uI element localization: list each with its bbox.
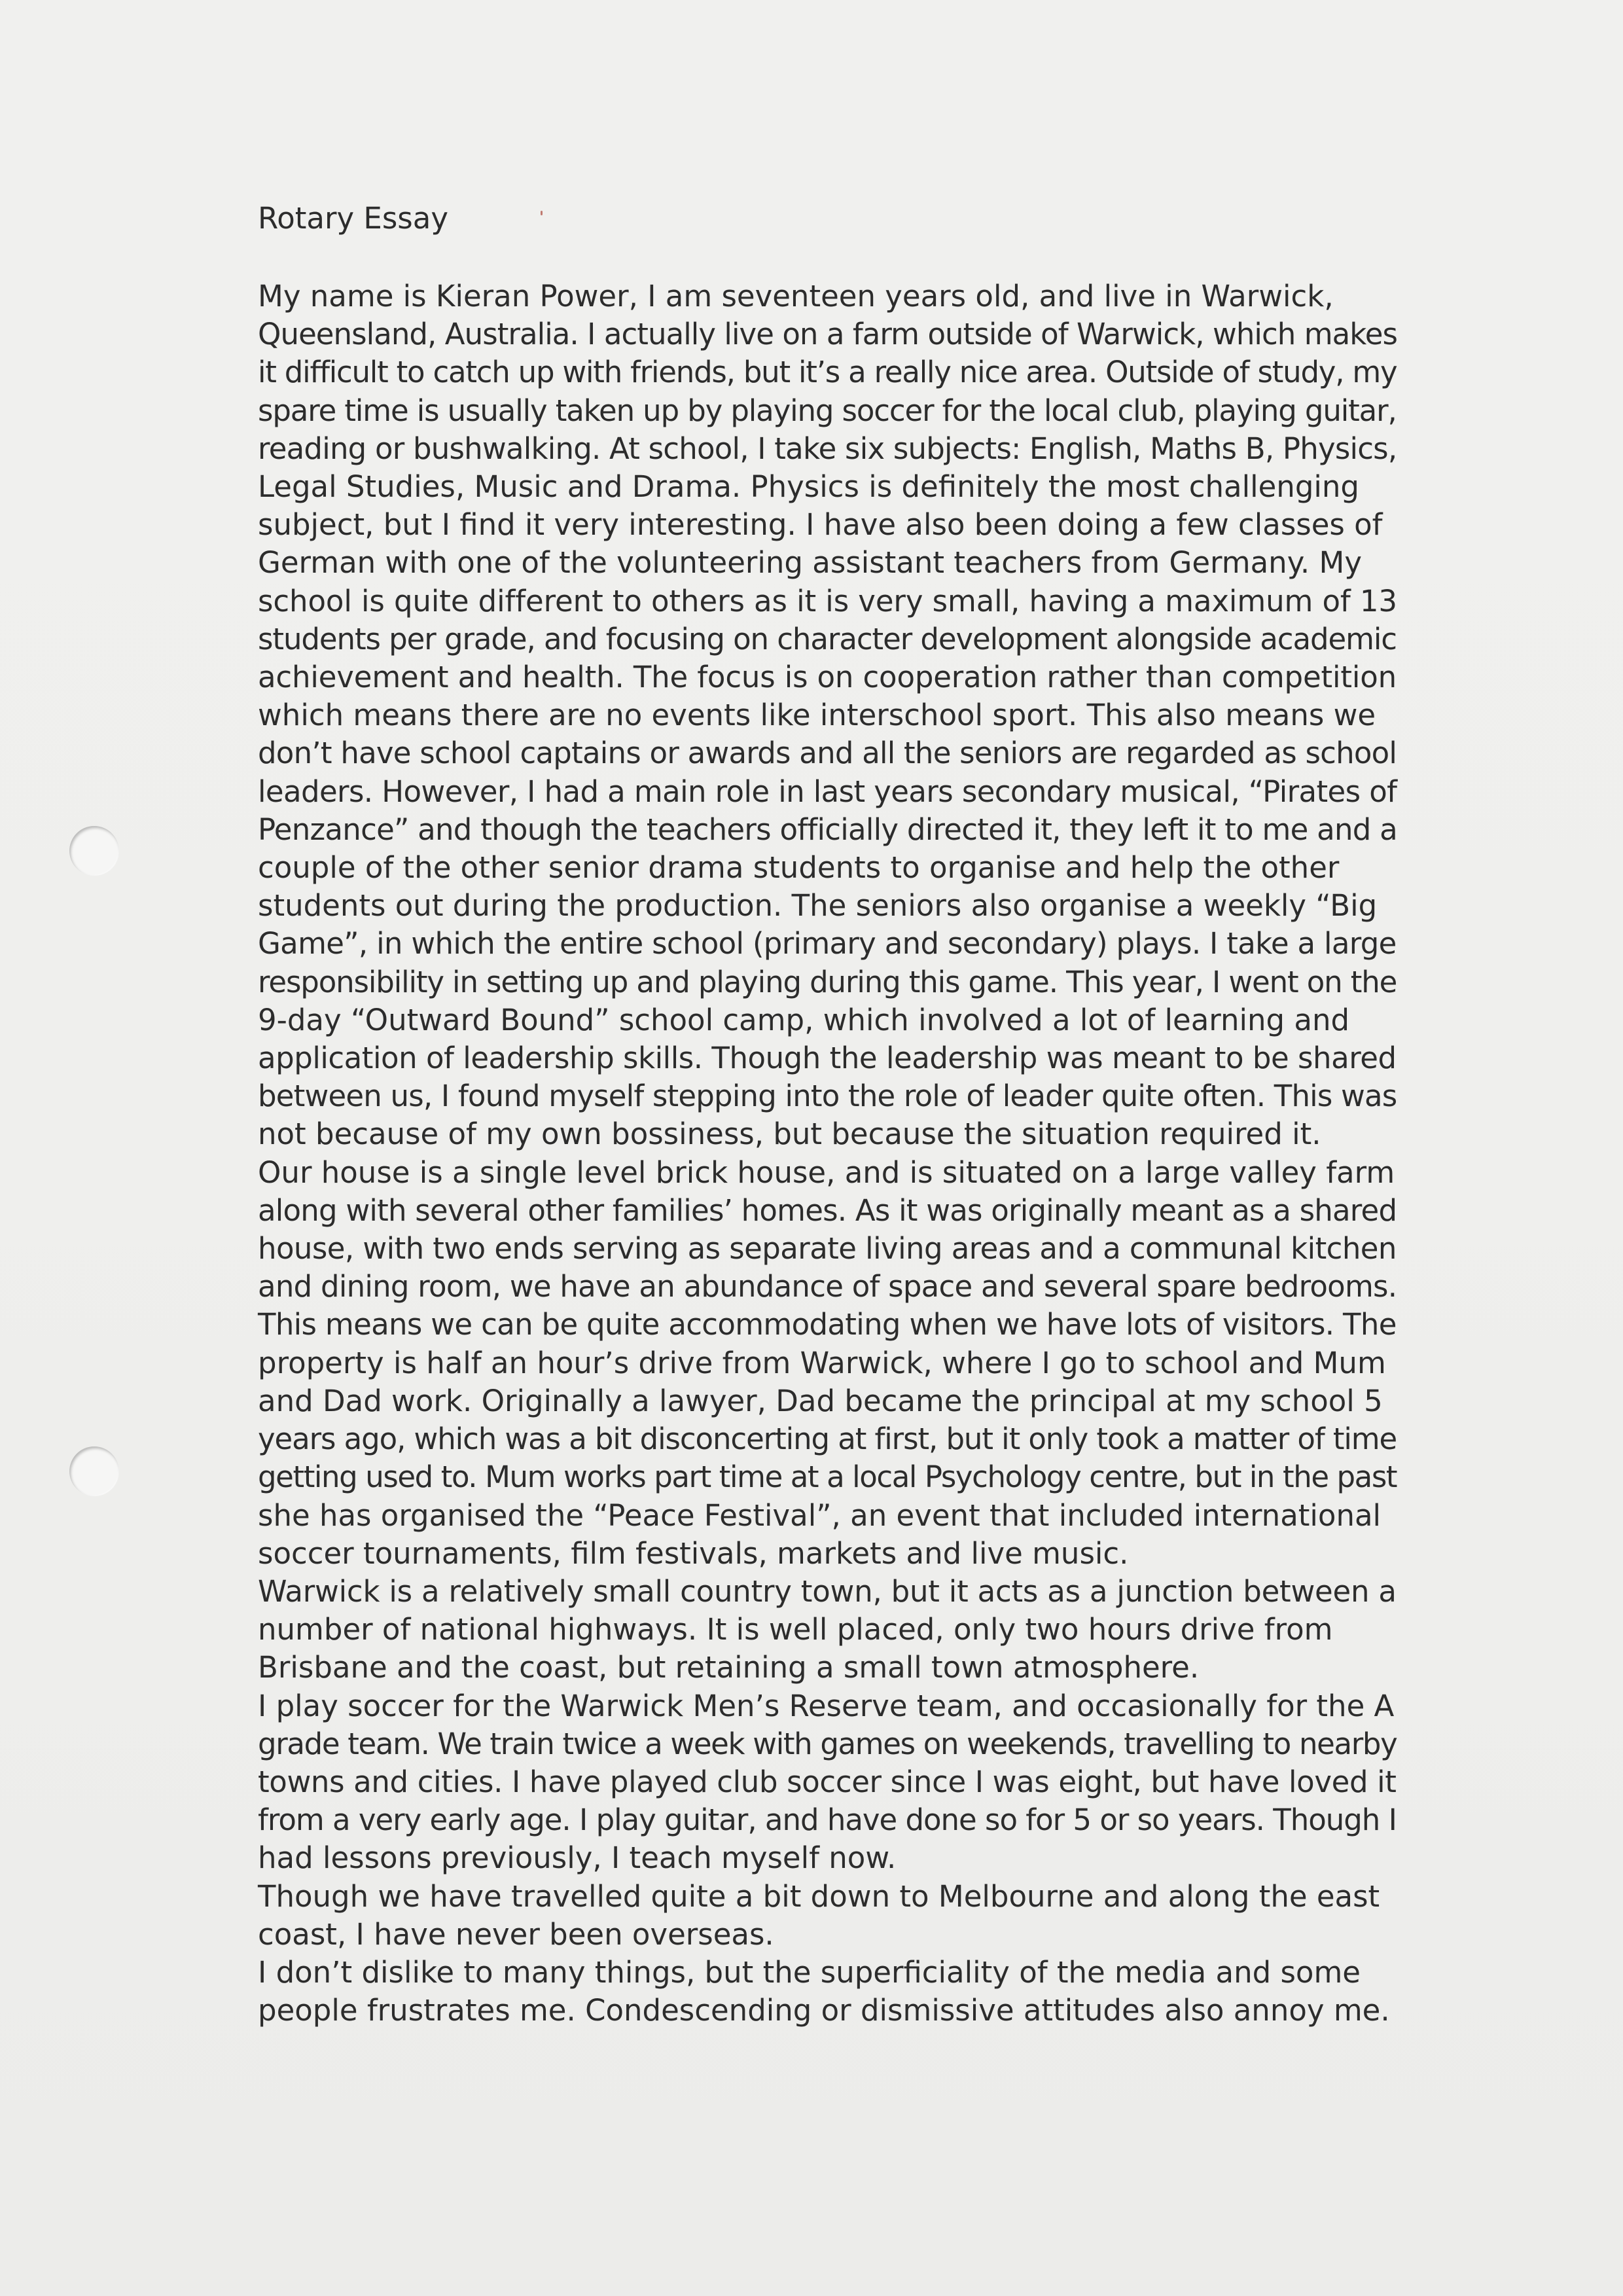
text-line: Legal Studies, Music and Drama. Physics is definitely the most challenging (258, 469, 1359, 505)
essay-paragraph (258, 1878, 1397, 1954)
text-line: towns and cities. I have played club soccer since I was eight, but have loved it (258, 1764, 1397, 1799)
text-line: soccer tournaments, film festivals, markets and live music. (258, 1535, 1129, 1571)
text-line: house, with two ends serving as separate living areas and a communal kitchen (258, 1231, 1397, 1266)
text-line: Game”, in which the entire school (primary and secondary) plays. I take a large (258, 926, 1397, 961)
text-line: and dining room, we have an abundance of space and several spare bedrooms. (258, 1269, 1397, 1304)
text-line: along with several other families’ homes. As it was originally meant as a shared (258, 1193, 1397, 1228)
text-line: don’t have school captains or awards and all the seniors are regarded as school (258, 736, 1397, 771)
text-line: property is half an hour’s drive from Warwick, where I go to school and Mum (258, 1345, 1386, 1380)
text-line: students out during the production. The seniors also organise a weekly “Big (258, 888, 1378, 924)
text-line: Though we have travelled quite a bit down to Melbourne and along the east (258, 1878, 1380, 1914)
text-line: spare time is usually taken up by playing soccer for the local club, playing guitar, (258, 393, 1397, 428)
text-line: Brisbane and the coast, but retaining a small town atmosphere. (258, 1650, 1200, 1685)
text-line: and Dad work. Originally a lawyer, Dad became the principal at my school 5 (258, 1383, 1383, 1418)
text-line: number of national highways. It is well placed, only two hours drive from (258, 1612, 1333, 1647)
essay-title: Rotary Essay (258, 201, 448, 236)
text-line: I don’t dislike to many things, but the superficiality of the media and some (258, 1954, 1361, 1990)
punch-hole-bottom (69, 1446, 119, 1496)
essay-paragraph (258, 1687, 1397, 1878)
text-line: subject, but I find it very interesting. I have also been doing a few classes of (258, 507, 1383, 543)
essay-body (258, 200, 1397, 2030)
text-line: had lessons previously, I teach myself now. (258, 1840, 897, 1876)
text-line: which means there are no events like interschool sport. This also means we (258, 698, 1376, 733)
text-line: it difficult to catch up with friends, but it’s a really nice area. Outside of study, my (258, 355, 1397, 390)
text-line: application of leadership skills. Though the leadership was meant to be shared (258, 1041, 1397, 1076)
text-line: I play soccer for the Warwick Men’s Reserve team, and occasionally for the A (258, 1688, 1395, 1723)
text-line: coast, I have never been overseas. (258, 1916, 774, 1952)
text-line: Penzance” and though the teachers officially directed it, they left it to me and a (258, 812, 1398, 847)
text-line: getting used to. Mum works part time at a local Psychology centre, but in the past (258, 1460, 1397, 1495)
text-line: Our house is a single level brick house, and is situated on a large valley farm (258, 1155, 1395, 1190)
essay-paragraphs (258, 278, 1397, 2030)
essay-paragraph (258, 278, 1397, 1154)
text-line: leaders. However, I had a main role in last years secondary musical, “Pirates of (258, 774, 1397, 809)
text-line: couple of the other senior drama students to organise and help the other (258, 850, 1340, 886)
text-line: students per grade, and focusing on character development alongside academic (258, 621, 1397, 656)
text-line: Queensland, Australia. I actually live on a farm outside of Warwick, which makes (258, 317, 1398, 352)
essay-paragraph (258, 1154, 1397, 1573)
text-line: 9-day “Outward Bound” school camp, which involved a lot of learning and (258, 1002, 1350, 1037)
text-line: reading or bushwalking. At school, I take six subjects: English, Maths B, Physics, (258, 431, 1397, 466)
text-line: achievement and health. The focus is on cooperation rather than competition (258, 660, 1397, 695)
text-line: not because of my own bossiness, but because the situation required it. (258, 1117, 1321, 1152)
essay-paragraph (258, 1954, 1397, 2030)
text-line: people frustrates me. Condescending or dismissive attitudes also annoy me. (258, 1993, 1390, 2028)
text-line: school is quite different to others as it is very small, having a maximum of 13 (258, 583, 1397, 619)
text-line: between us, I found myself stepping into the role of leader quite often. This was (258, 1079, 1397, 1114)
punch-hole-top (69, 826, 119, 876)
text-line: grade team. We train twice a week with games on weekends, travelling to nearby (258, 1726, 1397, 1761)
text-line: Warwick is a relatively small country town, but it acts as a junction between a (258, 1573, 1397, 1609)
text-line: from a very early age. I play guitar, and have done so for 5 or so years. Though I (258, 1803, 1397, 1838)
essay-paragraph (258, 1573, 1397, 1687)
text-line: responsibility in setting up and playing during this game. This year, I went on the (258, 964, 1397, 999)
text-line: My name is Kieran Power, I am seventeen years old, and live in Warwick, (258, 279, 1334, 314)
text-line: German with one of the volunteering assistant teachers from Germany. My (258, 545, 1362, 581)
text-line: This means we can be quite accommodating when we have lots of visitors. The (258, 1307, 1397, 1342)
text-line: years ago, which was a bit disconcerting at first, but it only took a matter of time (258, 1422, 1397, 1457)
text-line: she has organised the “Peace Festival”, an event that included international (258, 1498, 1382, 1533)
